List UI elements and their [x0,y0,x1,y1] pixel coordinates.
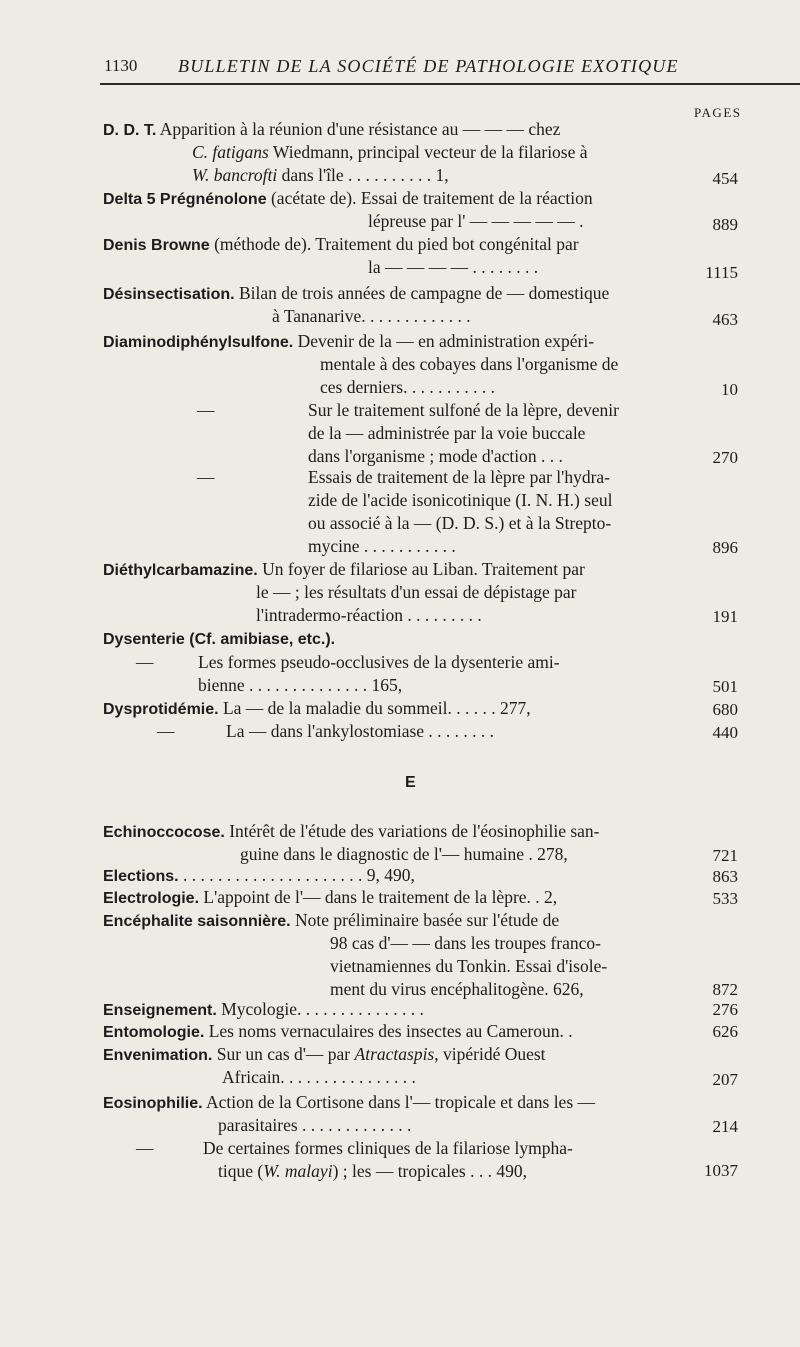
index-line [103,998,424,1022]
page-number: 1130 [104,56,138,75]
page-ref: 863 [712,867,738,886]
entry-text: vietnamiennes du Tonkin. Essai d'isole- [330,956,608,976]
index-line [103,1043,546,1067]
index-line [192,164,449,186]
page-ref: 276 [712,1000,738,1019]
italic-text: C. fatigans [192,142,269,162]
entry-text: Devenir de la — en administration expéri- [293,331,595,351]
entry-text: de la — administrée par la voie buccale [308,423,586,443]
entry-term: Entomologie. [103,1024,205,1041]
entry-term: Electrologie. [103,890,200,907]
entry-text: Africain. . . . . . . . . . . . . . . . [222,1067,416,1087]
index-line [256,604,482,626]
page-ref: 533 [712,889,738,908]
index-line [103,282,609,306]
page-ref: 889 [712,215,738,234]
index-line [103,1020,573,1044]
entry-text: parasitaires . . . . . . . . . . . . . [218,1115,412,1135]
entry-text: De certaines formes cliniques de la filariose lympha- [203,1138,573,1158]
entry-text: bienne . . . . . . . . . . . . . . 165, [198,675,403,695]
index-line [308,445,563,467]
entry-text: ou associé à la — (D. D. S.) et à la Strepto- [308,513,612,533]
page-ref: 10 [721,380,738,399]
entry-text: Wiedmann, principal vecteur de la filariose à [268,142,588,162]
entry-text: — [197,400,215,420]
index-line [240,843,568,865]
index-line [157,720,175,742]
entry-term: Envenimation. [103,1047,213,1064]
index-line [330,978,584,1000]
pages-column-heading: PAGES [694,105,742,120]
journal-title: BULLETIN DE LA SOCIÉTÉ DE PATHOLOGIE EXOTIQUE [178,56,679,76]
entry-text: le — ; les résultats d'un essai de dépistage par [256,582,577,602]
index-line [256,581,577,603]
entry-text: ces derniers. . . . . . . . . . . [320,377,495,397]
entry-text: (méthode de). Traitement du pied bot congénital par [209,234,579,254]
index-line [192,141,588,163]
entry-text: , vipéridé Ouest [434,1044,546,1064]
entry-term: Diéthylcarbamazine. [103,562,258,579]
page-ref: 896 [712,538,738,557]
entry-text: Bilan de trois années de campagne de — domestique [234,283,610,303]
index-line [103,558,585,582]
entry-text: Intérêt de l'étude des variations de l'éosinophilie san- [224,821,600,841]
entry-term: Elections. [103,868,179,885]
entry-text: ) ; les — tropicales . . . 490, [332,1161,527,1181]
entry-term: Echinoccocose. [103,824,225,841]
index-line [103,697,531,721]
entry-term: Encéphalite saisonnière. [103,913,291,930]
entry-text: zide de l'acide isonicotinique (I. N. H.) seul [308,490,613,510]
entry-text: l'intradermo-réaction . . . . . . . . . [256,605,482,625]
entry-text: à Tananarive. . . . . . . . . . . . . [272,306,471,326]
index-line [330,955,607,977]
index-line [308,535,456,557]
index-line [198,651,560,673]
italic-text: Atractaspis [354,1044,435,1064]
entry-term: Désinsectisation. [103,286,235,303]
page-ref: 214 [712,1117,738,1136]
index-line [218,1114,411,1136]
index-line [218,1160,527,1182]
index-line [103,864,415,888]
entry-text: La — dans l'ankylostomiase . . . . . . . . [226,721,495,741]
entry-text: — [197,467,215,487]
entry-text: mentale à des cobayes dans l'organisme de [320,354,619,374]
entry-text: L'appoint de l'— dans le traitement de la lèpre. . 2, [199,887,558,907]
entry-text: Apparition à la réunion d'une résistance au — — — chez [156,119,561,139]
index-line [103,820,600,844]
page-ref: 440 [712,723,738,742]
index-line [197,399,215,421]
index-line [308,399,619,421]
section-letter: E [405,774,416,791]
page-ref: 191 [712,607,738,626]
index-line [136,651,154,673]
index-line [103,233,579,257]
index-line [103,187,593,211]
entry-text: Les formes pseudo-occlusives de la dysenterie ami- [198,652,560,672]
entry-text: Note préliminaire basée sur l'étude de [290,910,560,930]
entry-text: ment du virus encéphalitogène. 626, [330,979,584,999]
header-rule [100,83,800,85]
index-line [308,466,610,488]
entry-text: — [157,721,175,741]
index-line [103,909,559,933]
index-line [103,886,557,910]
entry-text: Un foyer de filariose au Liban. Traitement par [257,559,585,579]
entry-text: dans l'île . . . . . . . . . . 1, [277,165,449,185]
entry-term: Delta 5 Prégnénolone [103,191,267,208]
page-ref: 501 [712,677,738,696]
page-ref: 680 [712,700,738,719]
index-line [197,466,215,488]
entry-text: Action de la Cortisone dans l'— tropicale et dans les — [202,1092,596,1112]
index-line [320,353,618,375]
entry-term: Diaminodiphénylsulfone. [103,334,294,351]
entry-text: mycine . . . . . . . . . . . [308,536,456,556]
page-ref: 270 [712,448,738,467]
running-header [100,52,679,82]
italic-text: W. malayi [263,1161,333,1181]
page-ref: 626 [712,1022,738,1041]
entry-text: 98 cas d'— — dans les troupes franco- [330,933,601,953]
entry-text: tique ( [218,1161,264,1181]
page-ref: 454 [712,169,738,188]
index-line [368,210,584,232]
entry-term: Eosinophilie. [103,1095,203,1112]
index-line [330,932,601,954]
index-line [198,674,402,696]
italic-text: W. bancrofti [192,165,278,185]
entry-text: la — — — — . . . . . . . . [368,257,539,277]
entry-text: Sur le traitement sulfoné de la lèpre, devenir [308,400,619,420]
index-line [222,1066,416,1088]
entry-text: lépreuse par l' — — — — — . [368,211,584,231]
entry-text: La — de la maladie du sommeil. . . . . . 277, [218,698,531,718]
entry-text: Sur un cas d'— par [212,1044,355,1064]
entry-term: Dysprotidémie. [103,701,219,718]
index-line [103,1091,595,1115]
entry-text: — [136,1138,154,1158]
index-line [368,256,538,278]
entry-text: (acétate de). Essai de traitement de la réaction [266,188,593,208]
page-ref: 207 [712,1070,738,1089]
index-line [103,330,594,354]
index-line [103,627,335,651]
entry-text: Les noms vernaculaires des insectes au Cameroun. . [204,1021,573,1041]
entry-text: guine dans le diagnostic de l'— humaine . 278, [240,844,568,864]
entry-text: dans l'organisme ; mode d'action . . . [308,446,563,466]
entry-text: — [136,652,154,672]
page-ref: 1115 [705,263,738,282]
entry-term: D. D. T. [103,122,157,139]
index-line [136,1137,154,1159]
index-line [308,512,611,534]
entry-term: Dysenterie (Cf. amibiase, etc.). [103,631,336,648]
entry-text: Essais de traitement de la lèpre par l'hydra- [308,467,610,487]
page-ref: 872 [712,980,738,999]
index-line [203,1137,573,1159]
page-ref: 721 [712,846,738,865]
entry-term: Enseignement. [103,1002,217,1019]
entry-text: . . . . . . . . . . . . . . . . . . . . . 9, 490, [178,865,415,885]
page-ref: 1037 [704,1161,738,1180]
index-line [226,720,494,742]
index-line [103,118,560,142]
entry-text: Mycologie. . . . . . . . . . . . . . . [216,999,424,1019]
entry-term: Denis Browne [103,237,210,254]
page-ref: 463 [712,310,738,329]
index-line [308,489,612,511]
index-line [272,305,471,327]
index-line [308,422,585,444]
index-line [320,376,495,398]
